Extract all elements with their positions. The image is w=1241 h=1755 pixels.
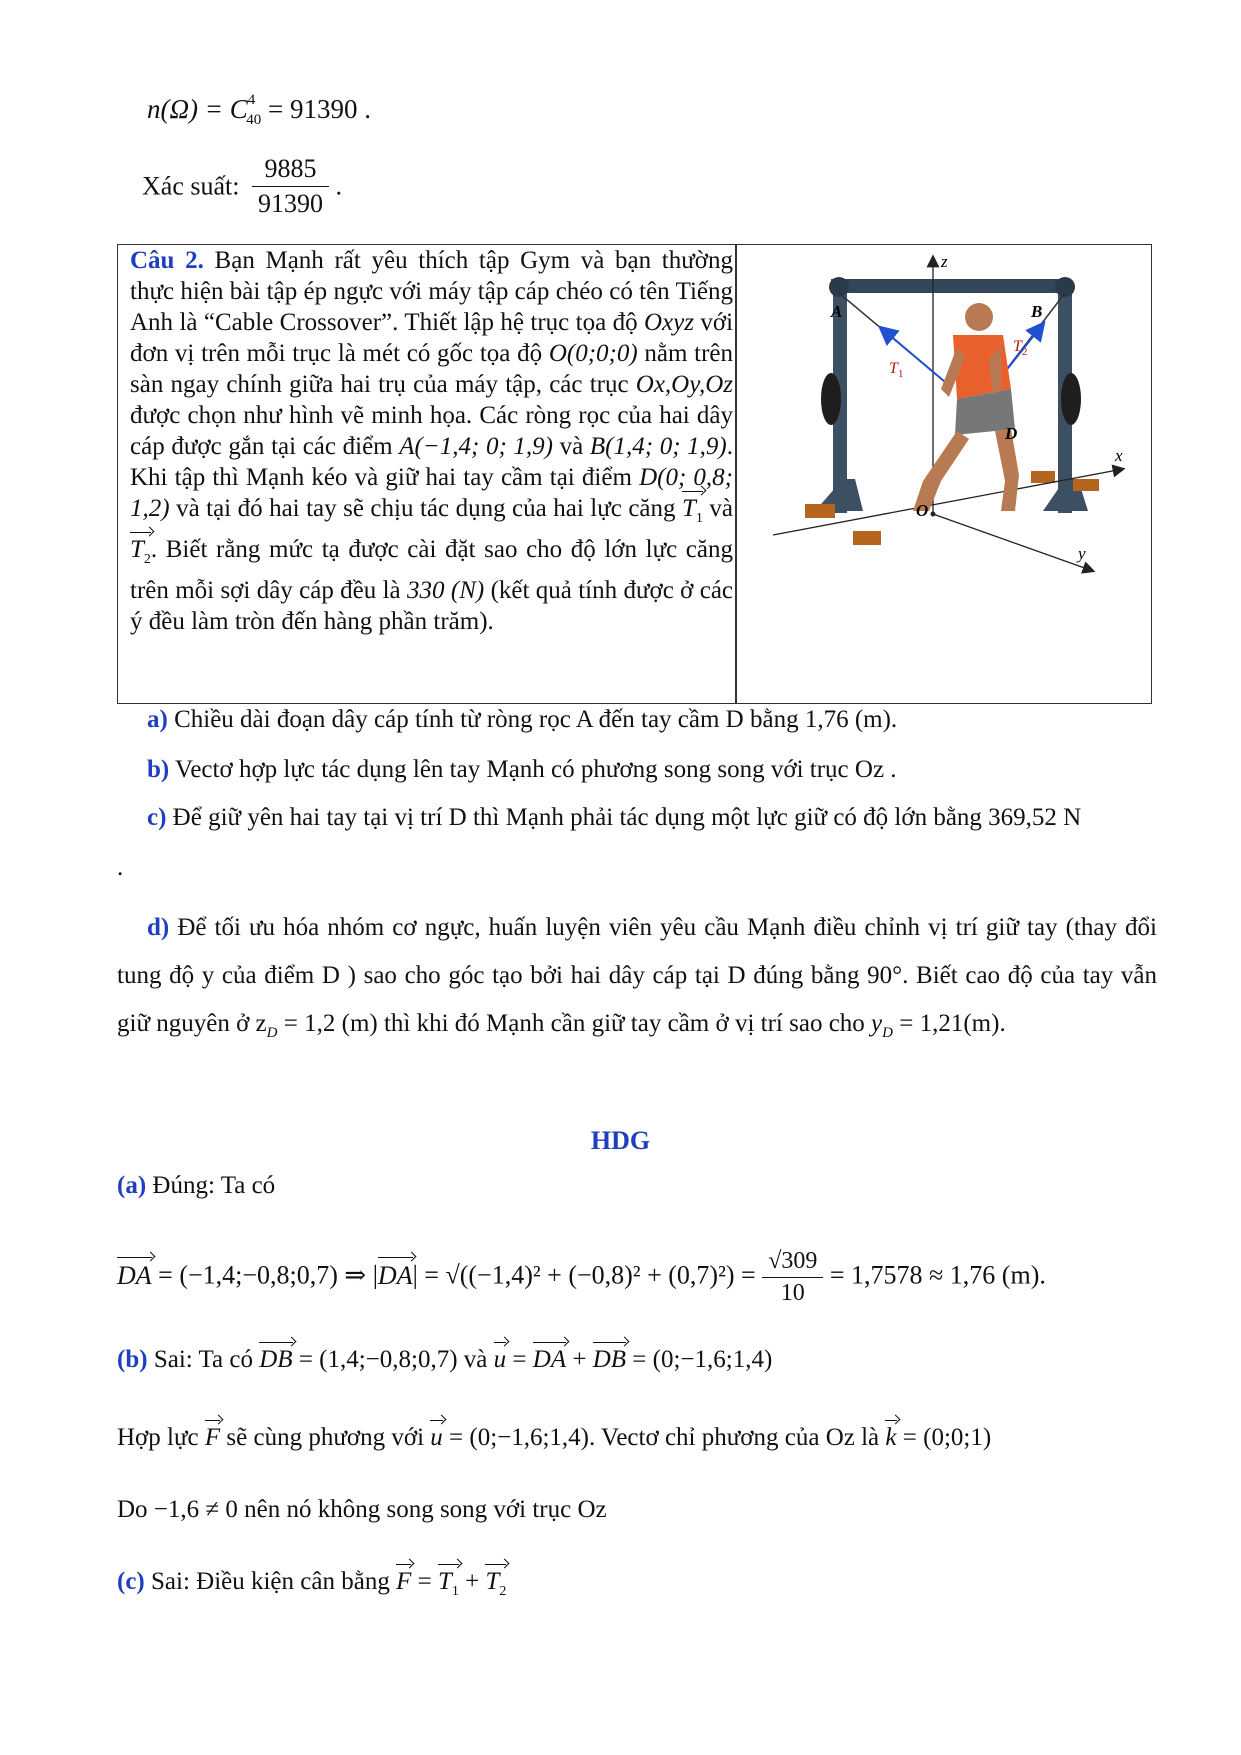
option-d-z-sub: D <box>266 1025 278 1041</box>
option-c-dot: . <box>117 854 124 881</box>
label-a: A <box>831 302 843 321</box>
probability-label: Xác suất: <box>142 171 240 201</box>
label-z: z <box>941 252 948 271</box>
solution-b-line-1 <box>117 1344 772 1377</box>
solution-c-line <box>117 1566 506 1601</box>
solution-b-line2-b: sẽ cùng phương với <box>226 1424 425 1451</box>
solution-a-fraction <box>762 1246 823 1309</box>
probability-line <box>142 152 342 221</box>
label-t2: T <box>1013 338 1022 355</box>
solution-b-plus: + <box>566 1346 587 1373</box>
solution-b-label: (b) <box>117 1346 148 1373</box>
pulley-a <box>829 277 849 297</box>
option-d <box>117 904 1157 1057</box>
question-part-3: nằm trên sàn ngay chính giữa hai trụ của máy tập, các trục <box>130 340 734 398</box>
question-part-4: được chọn như hình vẽ minh họa. Các ròng rọc của hai dây cáp được gắn tại các điểm <box>130 402 733 460</box>
solution-a-label: (a) <box>117 1172 147 1199</box>
question-and-2: và <box>709 495 734 522</box>
solution-c-vec-t1: $T_1$ <box>438 1566 459 1601</box>
option-a-label: a) <box>147 706 168 733</box>
solution-b-vec-db: DB <box>259 1344 292 1377</box>
option-c-text: Để giữ yên hai tay tại vị trí D thì Mạnh phải tác dụng một lực giữ có độ lớn bằng 369,52 N <box>172 804 1082 831</box>
omega-count-sub: 40 <box>246 112 262 129</box>
solution-b-line-2 <box>117 1422 991 1455</box>
solution-c-plus: + <box>458 1568 480 1595</box>
option-d-y: y <box>871 1010 883 1037</box>
probability-fraction <box>252 152 329 221</box>
solution-b-vec-f: F <box>205 1422 220 1455</box>
solution-b-vec-k: k <box>885 1422 896 1455</box>
cable-crossover-figure <box>743 249 1143 699</box>
probability-end: . <box>335 171 342 201</box>
vector-t2: $T_2$ <box>130 534 151 575</box>
option-b-label: b) <box>147 756 170 783</box>
question-part-6: và tại đó hai tay sẽ chịu tác dụng của hai lực căng <box>176 495 676 522</box>
person-head <box>965 303 993 331</box>
solution-b-line2-a: Hợp lực <box>117 1424 199 1451</box>
frame-top-bar <box>831 279 1071 293</box>
solution-b-eq-2: = <box>506 1346 527 1373</box>
point-b-coords: B(1,4; 0; 1,9) <box>589 433 727 460</box>
solution-c-label: (c) <box>117 1568 145 1595</box>
origin-point <box>931 512 936 517</box>
option-c <box>147 802 1157 835</box>
solution-a-vec-da-2: DA <box>378 1259 413 1293</box>
solution-a-formula <box>117 1246 1046 1309</box>
solution-b-vec-u-2: u <box>430 1422 443 1455</box>
question-divider <box>735 245 737 703</box>
person-shirt <box>953 335 1011 399</box>
question-part-2: với đơn vị trên mỗi trục là mét có gốc tọa độ <box>130 309 734 367</box>
y-axis <box>933 514 1093 571</box>
solution-b-line-3: Do −1,6 ≠ 0 nên nó không song song với trục Oz <box>117 1496 607 1523</box>
question-part-1: Bạn Mạnh rất yêu thích tập Gym và bạn thường thực hiện bài tập ép ngực với máy tập cáp chéo có tên Tiếng Anh là “Cable Crossover”. Thiết lập hệ trục tọa độ <box>130 247 734 336</box>
omega-count-sup: 4 <box>247 92 256 108</box>
label-t1-sub: 1 <box>898 368 904 380</box>
question-part-7: . Biết rằng mức tạ được cài đặt sao cho độ lớn lực căng trên mỗi sợi dây cáp đều là <box>130 536 733 604</box>
pad-right-1 <box>1031 471 1055 483</box>
question-and-1: và <box>559 433 584 460</box>
question-axes: Ox,Oy,Oz <box>635 371 733 398</box>
solution-a-eq-2: | = √((−1,4)² + (−0,8)² + (0,7)²) = <box>412 1260 756 1290</box>
solution-a-intro: Đúng: Ta có <box>152 1172 276 1199</box>
solution-title: HDG <box>590 1126 651 1155</box>
solution-b-vec-da: DA <box>533 1344 566 1377</box>
pad-left-1 <box>805 504 835 518</box>
solution-b-eq-1: = (1,4;−0,8;0,7) và <box>292 1346 488 1373</box>
solution-c-eq: = <box>411 1568 432 1595</box>
option-b-text: Vectơ hợp lực tác dụng lên tay Mạnh có phương song song với trục Oz . <box>175 756 897 783</box>
label-x: x <box>1115 446 1123 465</box>
option-c-label: c) <box>147 804 167 831</box>
pad-right-2 <box>1073 479 1099 491</box>
label-d: D <box>1005 424 1018 443</box>
force-arrow-t1 <box>881 328 951 387</box>
label-b: B <box>1031 302 1043 321</box>
option-d-y-sub: D <box>882 1025 893 1041</box>
point-a-coords: A(−1,4; 0; 1,9) <box>399 433 553 460</box>
label-o: O <box>916 501 929 520</box>
solution-a-intro-line <box>117 1170 275 1203</box>
probability-denominator: 91390 <box>257 188 323 218</box>
weight-plate-right <box>1061 373 1081 425</box>
question-label: Câu 2. <box>130 247 204 274</box>
option-a-text: Chiều dài đoạn dây cáp tính từ ròng rọc A đến tay cầm D bằng 1,76 (m). <box>174 706 898 733</box>
solution-a-eq-3: = 1,7578 ≈ 1,76 (m). <box>829 1260 1046 1290</box>
question-box <box>117 244 1152 704</box>
solution-b-vec-db-2: DB <box>593 1344 626 1377</box>
weight-plate-left <box>821 373 841 425</box>
question-text <box>130 245 733 637</box>
option-d-text-1: Để tối ưu hóa nhóm cơ ngực, huấn luyện viên yêu cầu Mạnh điều chỉnh vị trí giữ tay (thay đổi tung độ y của điểm D ) sao cho góc tạo bởi hai dây cáp tại D đúng bằng 90°. Biết cao độ của tay vẫn giữ nguyên ở z <box>117 914 1157 1037</box>
omega-count-value: = 91390 . <box>268 94 371 124</box>
solution-a-denominator: 10 <box>780 1280 805 1307</box>
option-b <box>147 754 1157 787</box>
pad-left-2 <box>853 531 881 545</box>
vector-t1: $T_1$ <box>682 493 703 534</box>
figure-svg <box>743 249 1143 699</box>
option-a <box>147 704 1157 737</box>
solution-c-intro: Sai: Điều kiện cân bằng <box>151 1568 390 1595</box>
question-oxyz: Oxyz <box>643 309 694 336</box>
question-force: 330 (N) <box>407 577 485 604</box>
option-d-text-2: = 1,2 (m) thì khi đó Mạnh cần giữ tay cầm ở vị trí sao cho <box>277 1010 865 1037</box>
solution-b-line2-d: = (0;0;1) <box>896 1424 992 1451</box>
omega-count-lhs: n(Ω) = C <box>147 94 248 124</box>
question-origin: O(0;0;0) <box>548 340 638 367</box>
point-d-coords: D(0; 0,8; 1,2) <box>130 464 734 522</box>
solution-b-vec-u: u <box>494 1344 507 1377</box>
option-d-y-value: = 1,21(m). <box>893 1010 1006 1037</box>
question-part-5: . Khi tập thì Mạnh kéo và giữ hai tay cầm tại điểm <box>130 433 733 491</box>
solution-a-numerator: √309 <box>762 1246 823 1278</box>
probability-numerator: 9885 <box>252 152 329 187</box>
solution-b-line2-c: = (0;−1,6;1,4). Vectơ chỉ phương của Oz là <box>442 1424 880 1451</box>
solution-a-eq-1: = (−1,4;−0,8;0,7) ⇒ | <box>151 1260 378 1290</box>
question-part-8: (kết quả tính được ở các ý đều làm tròn đến hàng phần trăm). <box>130 577 734 635</box>
label-t2-sub: 2 <box>1022 346 1028 358</box>
solution-b-eq-3: = (0;−1,6;1,4) <box>626 1346 773 1373</box>
option-d-label: d) <box>147 914 170 941</box>
label-t1: T <box>889 360 898 377</box>
label-y: y <box>1078 544 1086 563</box>
solution-c-vec-f: F <box>396 1566 411 1599</box>
solution-a-vec-da: DA <box>117 1259 152 1293</box>
omega-count-line <box>147 92 371 131</box>
solution-c-vec-t2: $T_2$ <box>485 1566 506 1601</box>
solution-b-intro: Sai: Ta có <box>153 1346 253 1373</box>
